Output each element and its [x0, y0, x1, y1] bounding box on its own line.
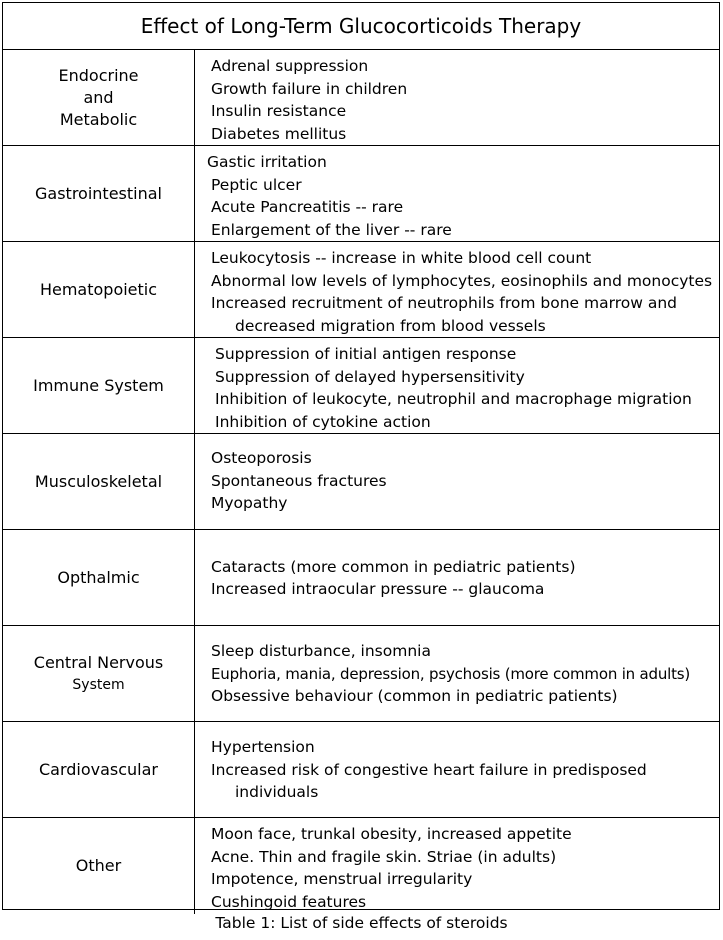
- table-row: [3, 50, 719, 146]
- effect-item: Acute Pancreatitis -- rare: [211, 198, 404, 216]
- effect-item: Sleep disturbance, insomnia: [211, 642, 431, 661]
- effect-item: Acne. Thin and fragile skin. Striae (in adults): [211, 847, 557, 866]
- category-label: Hematopoietic: [39, 279, 158, 299]
- table-row: [3, 146, 719, 242]
- category-cell: [3, 722, 195, 817]
- effect-item: Adrenal suppression: [211, 57, 369, 75]
- category-label: Endocrine: [58, 65, 139, 85]
- effect-item: Peptic ulcer: [211, 175, 302, 194]
- category-cell: [3, 242, 195, 337]
- category-label: Cardiovascular: [38, 759, 159, 779]
- effect-item: Increased intraocular pressure -- glaucoma: [211, 580, 545, 598]
- effect-item: Spontaneous fractures: [211, 471, 387, 490]
- effect-item: Myopathy: [211, 494, 288, 512]
- category-cell: [3, 146, 195, 241]
- effects-cell: [195, 626, 719, 721]
- effect-item: Suppression of initial antigen response: [215, 345, 517, 363]
- effect-item: Enlargement of the liver -- rare: [211, 220, 452, 239]
- effect-item: Leukocytosis -- increase in white blood cell count: [211, 249, 592, 267]
- table-row: [3, 626, 719, 722]
- category-label: System: [72, 676, 125, 693]
- category-cell: [3, 434, 195, 529]
- category-cell: [3, 530, 195, 625]
- effect-item: Growth failure in children: [211, 79, 408, 98]
- category-label: Immune System: [33, 375, 164, 395]
- category-label: Musculoskeletal: [34, 471, 163, 491]
- effect-item: Impotence, menstrual irregularity: [211, 870, 473, 888]
- table-row: [3, 242, 719, 338]
- table-row: [3, 338, 719, 434]
- effect-item: Diabetes mellitus: [211, 124, 347, 143]
- effect-item: Cushingoid features: [211, 892, 367, 911]
- effect-item: Abnormal low levels of lymphocytes, eosinophils and monocytes: [211, 271, 713, 290]
- category-label: Central Nervous: [33, 652, 164, 672]
- category-cell: [3, 338, 195, 433]
- effects-cell: [195, 434, 719, 529]
- category-label: Gastrointestinal: [35, 183, 162, 203]
- effect-item: Suppression of delayed hypersensitivity: [215, 367, 525, 386]
- effect-item: Inhibition of leukocyte, neutrophil and macrophage migration: [215, 390, 692, 408]
- effects-cell: [195, 50, 719, 145]
- effect-item: Increased risk of congestive heart failure in predisposed: [211, 760, 647, 779]
- effects-cell: [195, 146, 719, 241]
- table-row: [3, 434, 719, 530]
- category-cell: [3, 818, 195, 914]
- effects-cell: [195, 722, 719, 817]
- effects-cell: [195, 818, 719, 914]
- effects-cell: [195, 338, 719, 433]
- table-row: [3, 818, 719, 914]
- effect-item: Hypertension: [211, 738, 315, 757]
- category-label: Other: [75, 856, 122, 875]
- effects-cell: [195, 530, 719, 625]
- table-row: [3, 722, 719, 818]
- table-row: [3, 530, 719, 626]
- effect-item: Euphoria, mania, depression, psychosis (more common in adults): [211, 664, 691, 683]
- effect-item: Increased recruitment of neutrophils from bone marrow and: [211, 294, 677, 312]
- table-title: Effect of Long-Term Glucocorticoids Therapy: [3, 3, 719, 50]
- category-label: and: [83, 87, 114, 107]
- category-cell: [3, 626, 195, 721]
- category-label: Opthalmic: [57, 567, 140, 587]
- effect-item: Insulin resistance: [211, 102, 347, 120]
- effect-item: Cataracts (more common in pediatric patients): [211, 557, 576, 576]
- effect-item: Inhibition of cytokine action: [215, 412, 431, 431]
- category-cell: [3, 50, 195, 145]
- effect-item: individuals: [235, 783, 319, 802]
- effects-cell: [195, 242, 719, 337]
- side-effects-table: [2, 2, 720, 910]
- table-caption: Table 1: List of side effects of steroids: [215, 914, 508, 932]
- effect-item: Obsessive behaviour (common in pediatric patients): [211, 687, 618, 706]
- effect-item: Gastic irritation: [207, 153, 327, 171]
- effect-item: decreased migration from blood vessels: [235, 316, 546, 335]
- category-label: Metabolic: [59, 109, 138, 129]
- effect-item: Osteoporosis: [211, 449, 312, 467]
- effect-item: Moon face, trunkal obesity, increased appetite: [211, 825, 572, 843]
